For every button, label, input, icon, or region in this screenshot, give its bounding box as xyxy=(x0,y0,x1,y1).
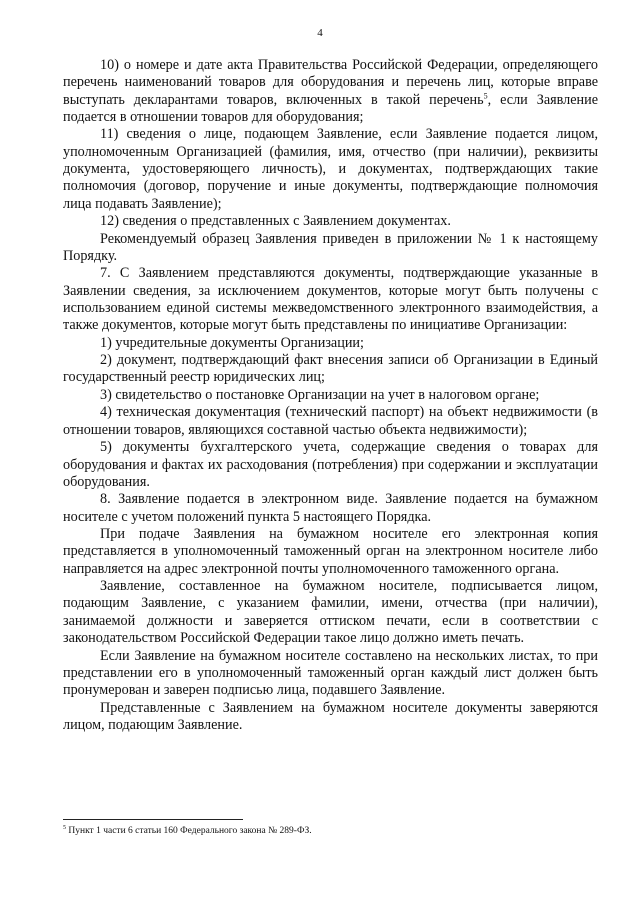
footnote-reference: 5 xyxy=(483,90,488,100)
footnote-text: Пункт 1 части 6 статьи 160 Федерального закона № 289-ФЗ. xyxy=(66,826,312,836)
paragraph-7-3: 3) свидетельство о постановке Организации на учет в налоговом органе; xyxy=(100,386,540,403)
paragraph-certification: Представленные с Заявлением на бумажном носителе документы заверяются лицом, подающим Заявление. xyxy=(63,699,598,733)
paragraph-7-4: 4) техническая документация (технический паспорт) на объект недвижимости (в отношении товаров, являющихся составной частью объекта недвижимости); xyxy=(63,404,598,438)
paragraph-7-5: 5) документы бухгалтерского учета, содержащие сведения о товарах для оборудования и фактах их расходования (потребления) при содержании и эксплуатации оборудования. xyxy=(63,439,598,490)
paragraph-11: 11) сведения о лице, подающем Заявление, если Заявление подается лицом, уполномоченным Организацией (фамилия, имя, отчество (при наличии), реквизиты документа, удостоверяющего личность), и документах, подтверждающих такие полномочия (договор, поручение и иные документы, подтверждающие полномочия лица подавать Заявление); xyxy=(63,126,598,212)
footnote-mark: 5 xyxy=(63,824,66,831)
footnote xyxy=(63,825,598,837)
paragraph-7-1: 1) учредительные документы Организации; xyxy=(100,334,364,351)
paragraph-signature: Заявление, составленное на бумажном носителе, подписывается лицом, подающим Заявление, с указанием фамилии, имени, отчества (при наличии), занимаемой должности и заверяется оттиском печати, если в соответствии с законодательством Российской Федерации такое лицо должно иметь печать. xyxy=(63,578,598,647)
paragraph-multiple-sheets: Если Заявление на бумажном носителе составлено на нескольких листах, то при представлении его в уполномоченный таможенный орган каждый лист должен быть пронумерован и заверен подписью лица, подавшего Заявление. xyxy=(63,647,598,699)
paragraph-12: 12) сведения о представленных с Заявлением документах. xyxy=(100,213,451,230)
paragraph-section-8: 8. Заявление подается в электронном виде. Заявление подается на бумажном носителе с учетом положений пункта 5 настоящего Порядка. xyxy=(63,491,598,525)
paragraph-section-7: 7. С Заявлением представляются документы, подтверждающие указанные в Заявлении сведения, за исключением документов, которые могут быть получены с использованием единой системы межведомственного электронного взаимодействия, а также документов, которые могут быть представлены по инициативе Организации: xyxy=(63,265,598,334)
paragraph-sample-form: Рекомендуемый образец Заявления приведен в приложении № 1 к настоящему Порядку. xyxy=(63,230,598,264)
paragraph-10: 10) о номере и дате акта Правительства Российской Федерации, определяющего перечень наименований товаров для оборудования и перечень лиц, которые вправе выступать декларантами товаров, включенных в такой перечень$^5$, если Заявление подается в отношении товаров для оборудования; xyxy=(63,57,599,125)
paragraph-7-2: 2) документ, подтверждающий факт внесения записи об Организации в Единый государственный реестр юридических лиц; xyxy=(63,352,598,386)
paragraph-electronic-copy: При подаче Заявления на бумажном носителе его электронная копия представляется в уполномоченный таможенный орган на электронном носителе либо направляется на адрес электронной почты уполномоченного таможенного органа. xyxy=(63,526,598,577)
page-number: 4 xyxy=(317,27,323,39)
footnote-divider xyxy=(63,819,243,820)
body-text xyxy=(63,57,598,734)
